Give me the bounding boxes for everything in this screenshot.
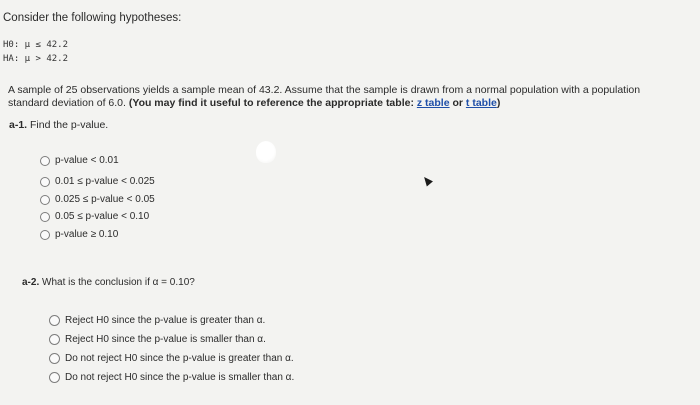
a2-option-1[interactable] bbox=[49, 315, 265, 326]
problem-text: A sample of 25 observations yields a sample mean of 43.2. Assume that the sample is drawn from a normal population with a population standard deviation of 6.0. bbox=[8, 84, 641, 109]
option-label: 0.05 ≤ p-value < 0.10 bbox=[55, 211, 150, 222]
hint-close: ) bbox=[496, 97, 501, 109]
alternative-hypothesis: HA: μ > 42.2 bbox=[3, 54, 69, 64]
a1-option-3[interactable] bbox=[40, 194, 155, 205]
mouse-cursor-icon bbox=[421, 174, 433, 186]
a2-option-3[interactable] bbox=[49, 353, 294, 364]
a2-option-2[interactable] bbox=[49, 334, 266, 345]
option-label: 0.025 ≤ p-value < 0.05 bbox=[55, 194, 155, 205]
a1-option-5[interactable] bbox=[40, 229, 118, 240]
question-a2 bbox=[22, 277, 195, 288]
option-label: Do not reject H0 since the p-value is greater than α. bbox=[65, 353, 294, 364]
question-a1-label: a-1. bbox=[9, 119, 28, 131]
radio-button[interactable] bbox=[40, 230, 50, 240]
question-a1-text: Find the p-value. bbox=[30, 119, 109, 131]
hint-or: or bbox=[452, 97, 463, 109]
question-a2-label: a-2. bbox=[22, 277, 40, 288]
problem-statement bbox=[8, 84, 668, 110]
a1-option-1[interactable] bbox=[40, 155, 119, 166]
radio-button[interactable] bbox=[40, 177, 50, 187]
radio-button[interactable] bbox=[49, 353, 60, 364]
option-label: 0.01 ≤ p-value < 0.025 bbox=[55, 176, 155, 187]
radio-button[interactable] bbox=[49, 315, 60, 326]
problem-hint: (You may find it useful to reference the appropriate table: bbox=[128, 97, 414, 109]
option-label: Reject H0 since the p-value is greater than α. bbox=[65, 315, 266, 326]
option-label: Reject H0 since the p-value is smaller than α. bbox=[65, 334, 266, 345]
radio-button[interactable] bbox=[49, 334, 60, 345]
z-table-link[interactable]: z table bbox=[416, 97, 450, 109]
intro-text: Consider the following hypotheses: bbox=[3, 12, 182, 24]
radio-button[interactable] bbox=[40, 212, 50, 222]
a1-option-2[interactable] bbox=[40, 176, 155, 187]
radio-button[interactable] bbox=[49, 372, 60, 383]
option-label: p-value ≥ 0.10 bbox=[55, 229, 119, 240]
radio-button[interactable] bbox=[40, 195, 50, 205]
null-hypothesis: H0: μ ≤ 42.2 bbox=[3, 40, 69, 50]
glare-spot bbox=[256, 141, 276, 163]
question-a1 bbox=[9, 119, 108, 131]
radio-button[interactable] bbox=[40, 156, 50, 166]
a1-option-4[interactable] bbox=[40, 211, 149, 222]
t-table-link[interactable]: t table bbox=[465, 97, 497, 109]
option-label: p-value < 0.01 bbox=[55, 155, 119, 166]
option-label: Do not reject H0 since the p-value is smaller than α. bbox=[65, 372, 295, 383]
a2-option-4[interactable] bbox=[49, 372, 294, 383]
question-a2-text: What is the conclusion if α = 0.10? bbox=[42, 277, 195, 288]
